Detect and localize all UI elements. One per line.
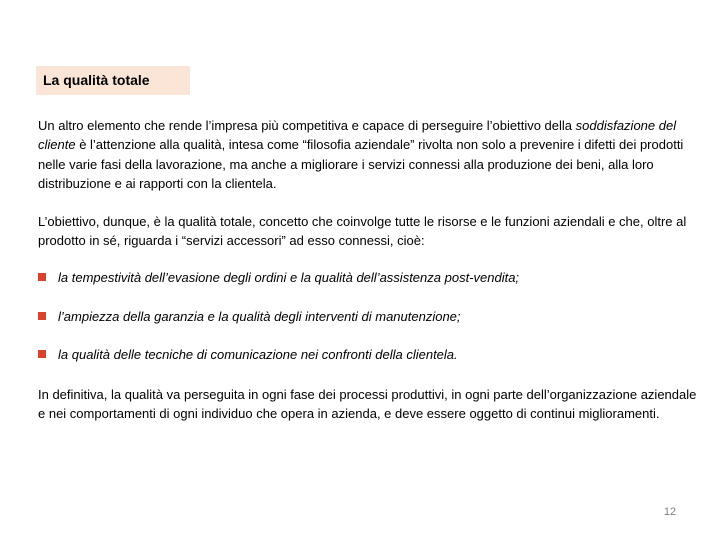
square-bullet-icon (38, 273, 46, 281)
square-bullet-icon (38, 312, 46, 320)
bullet-text: la tempestività dell’evasione degli ordini e la qualità dell’assistenza post-vendita; (58, 270, 520, 285)
slide-title (36, 66, 190, 95)
paragraph-objective: L’obiettivo, dunque, è la qualità totale, concetto che coinvolge tutte le risorse e le funzioni aziendali e che, oltre al prodotto in sé, riguarda i “servizi accessori” ad esso connessi, cioè: (38, 214, 687, 249)
page-number: 12 (663, 506, 677, 518)
paragraph-intro (38, 116, 702, 193)
square-bullet-icon (38, 350, 46, 358)
bullet-text: la qualità delle tecniche di comunicazione nei confronti della clientela. (58, 347, 458, 362)
paragraph-intro-emphasis: soddisfazione del cliente (38, 118, 677, 153)
slide-title-text: La qualità totale (43, 72, 150, 88)
paragraph-conclusion: In definitiva, la qualità va perseguita in ogni fase dei processi produttivi, in ogni parte dell’organizzazione aziendale e nei comportamenti di ogni individuo che opera in azienda, e deve essere oggetto di continui miglioramenti. (38, 387, 697, 422)
bullet-item (38, 268, 519, 287)
paragraph-intro-part2: è l’attenzione alla qualità, intesa come “filosofia aziendale” rivolta non solo a prevenire i difetti dei prodotti nelle varie fasi della lavorazione, ma anche a migliorare i servizi connessi alla produzione dei beni, alla loro distribuzione e ai rapporti con la clientela. (38, 137, 684, 191)
bullet-item (38, 345, 458, 364)
paragraph-intro-part1: Un altro elemento che rende l’impresa più competitiva e capace di perseguire l’obiettivo della (38, 118, 576, 133)
bullet-item (38, 307, 461, 326)
bullet-text: l’ampiezza della garanzia e la qualità degli interventi di manutenzione; (58, 309, 461, 324)
